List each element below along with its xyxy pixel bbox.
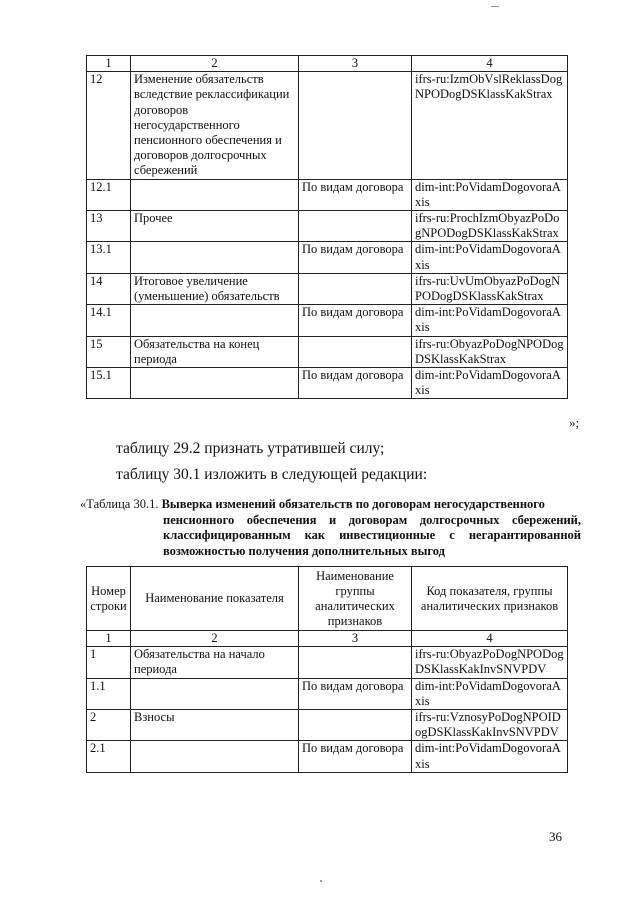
row-code: dim-int:PoVidamDogovoraAxis xyxy=(412,368,568,399)
table-30-1 xyxy=(86,566,568,773)
row-code: dim-int:PoVidamDogovoraAxis xyxy=(412,242,568,273)
row-name: Прочее xyxy=(131,211,299,242)
row-group: По видам договора xyxy=(299,678,412,709)
row-code: dim-int:PoVidamDogovoraAxis xyxy=(412,179,568,210)
row-number: 12 xyxy=(87,72,131,179)
table-row xyxy=(87,741,568,772)
table1-col-number-1: 1 xyxy=(87,56,131,72)
table2-body xyxy=(87,567,568,773)
row-code: dim-int:PoVidamDogovoraAxis xyxy=(412,678,568,709)
paragraph-table-29-2: таблицу 29.2 признать утратившей силу; xyxy=(116,440,385,457)
row-number: 14 xyxy=(87,273,131,304)
row-number: 2 xyxy=(87,710,131,741)
header-group: Наименование группы аналитических признаков xyxy=(299,567,412,631)
table1-col-number-3: 3 xyxy=(299,56,412,72)
row-number: 1 xyxy=(87,647,131,678)
row-name: Обязательства на начало периода xyxy=(131,647,299,678)
row-number: 13.1 xyxy=(87,242,131,273)
table1-col-number-2: 2 xyxy=(131,56,299,72)
row-group: По видам договора xyxy=(299,305,412,336)
table-caption-rest: пенсионного обеспечения и договорам долгосрочных сбережений, классифицированным как инвестиционные с негарантированной возможностью получения дополнительных выгод xyxy=(163,512,581,558)
row-name: Взносы xyxy=(131,710,299,741)
row-group xyxy=(299,710,412,741)
table2-col-number-4: 4 xyxy=(412,631,568,647)
row-code: ifrs-ru:ProchIzmObyazPoDogNPODogDSKlassKakStrax xyxy=(412,211,568,242)
row-code: ifrs-ru:IzmObVslReklassDogNPODogDSKlassKakStrax xyxy=(412,72,568,179)
row-number: 2.1 xyxy=(87,741,131,772)
row-code: dim-int:PoVidamDogovoraAxis xyxy=(412,305,568,336)
table-row xyxy=(87,678,568,709)
row-name xyxy=(131,368,299,399)
row-number: 14.1 xyxy=(87,305,131,336)
top-mark xyxy=(491,6,499,7)
table-row xyxy=(87,273,568,304)
row-code: ifrs-ru:UvUmObyazPoDogNPODogDSKlassKakStrax xyxy=(412,273,568,304)
row-group: По видам договора xyxy=(299,179,412,210)
table2-col-number-1: 1 xyxy=(87,631,131,647)
page-number: 36 xyxy=(549,829,562,844)
table-caption-first-line: Выверка изменений обязательств по договорам негосударственного xyxy=(161,497,545,511)
header-number: Номер строки xyxy=(87,567,131,631)
row-group: По видам договора xyxy=(299,741,412,772)
table2-col-number-2: 2 xyxy=(131,631,299,647)
row-group xyxy=(299,273,412,304)
row-name: Итоговое увеличение (уменьшение) обязательств xyxy=(131,273,299,304)
row-group xyxy=(299,72,412,179)
row-code: ifrs-ru:ObyazPoDogNPODogDSKlassKakInvSNVPDV xyxy=(412,647,568,678)
table-row xyxy=(87,305,568,336)
row-code: ifrs-ru:VznosyPoDogNPOIDogDSKlassKakInvSNVPDV xyxy=(412,710,568,741)
table-caption-label: «Таблица 30.1. xyxy=(80,497,159,511)
row-code: dim-int:PoVidamDogovoraAxis xyxy=(412,741,568,772)
table-row xyxy=(87,179,568,210)
row-number: 1.1 xyxy=(87,678,131,709)
row-code: ifrs-ru:ObyazPoDogNPODogDSKlassKakStrax xyxy=(412,336,568,367)
row-name xyxy=(131,678,299,709)
table-row xyxy=(87,710,568,741)
row-number: 15.1 xyxy=(87,368,131,399)
row-name xyxy=(131,741,299,772)
table2-col-number-3: 3 xyxy=(299,631,412,647)
row-name: Изменение обязательств вследствие реклассификации договоров негосударственного пенсионного обеспечения и договоров долгосрочных сбережений xyxy=(131,72,299,179)
row-name xyxy=(131,305,299,336)
header-code: Код показателя, группы аналитических признаков xyxy=(412,567,568,631)
row-group xyxy=(299,336,412,367)
column-number-row xyxy=(87,631,568,647)
header-name: Наименование показателя xyxy=(131,567,299,631)
row-group xyxy=(299,211,412,242)
table-row xyxy=(87,242,568,273)
row-group xyxy=(299,647,412,678)
table-row xyxy=(87,211,568,242)
row-number: 13 xyxy=(87,211,131,242)
row-name xyxy=(131,179,299,210)
bottom-mark xyxy=(320,880,322,882)
row-number: 15 xyxy=(87,336,131,367)
column-number-row xyxy=(87,56,568,72)
row-number: 12.1 xyxy=(87,179,131,210)
row-group: По видам договора xyxy=(299,242,412,273)
table1-col-number-4: 4 xyxy=(412,56,568,72)
row-name: Обязательства на конец периода xyxy=(131,336,299,367)
closing-quote: »; xyxy=(569,415,580,430)
table-heading xyxy=(80,497,581,559)
row-group: По видам договора xyxy=(299,368,412,399)
table-row xyxy=(87,336,568,367)
paragraph-table-30-1: таблицу 30.1 изложить в следующей редакции: xyxy=(116,466,428,483)
table-row xyxy=(87,72,568,179)
table1-body xyxy=(87,56,568,399)
table-continuation xyxy=(86,55,568,399)
table-row xyxy=(87,368,568,399)
row-name xyxy=(131,242,299,273)
table-row xyxy=(87,647,568,678)
